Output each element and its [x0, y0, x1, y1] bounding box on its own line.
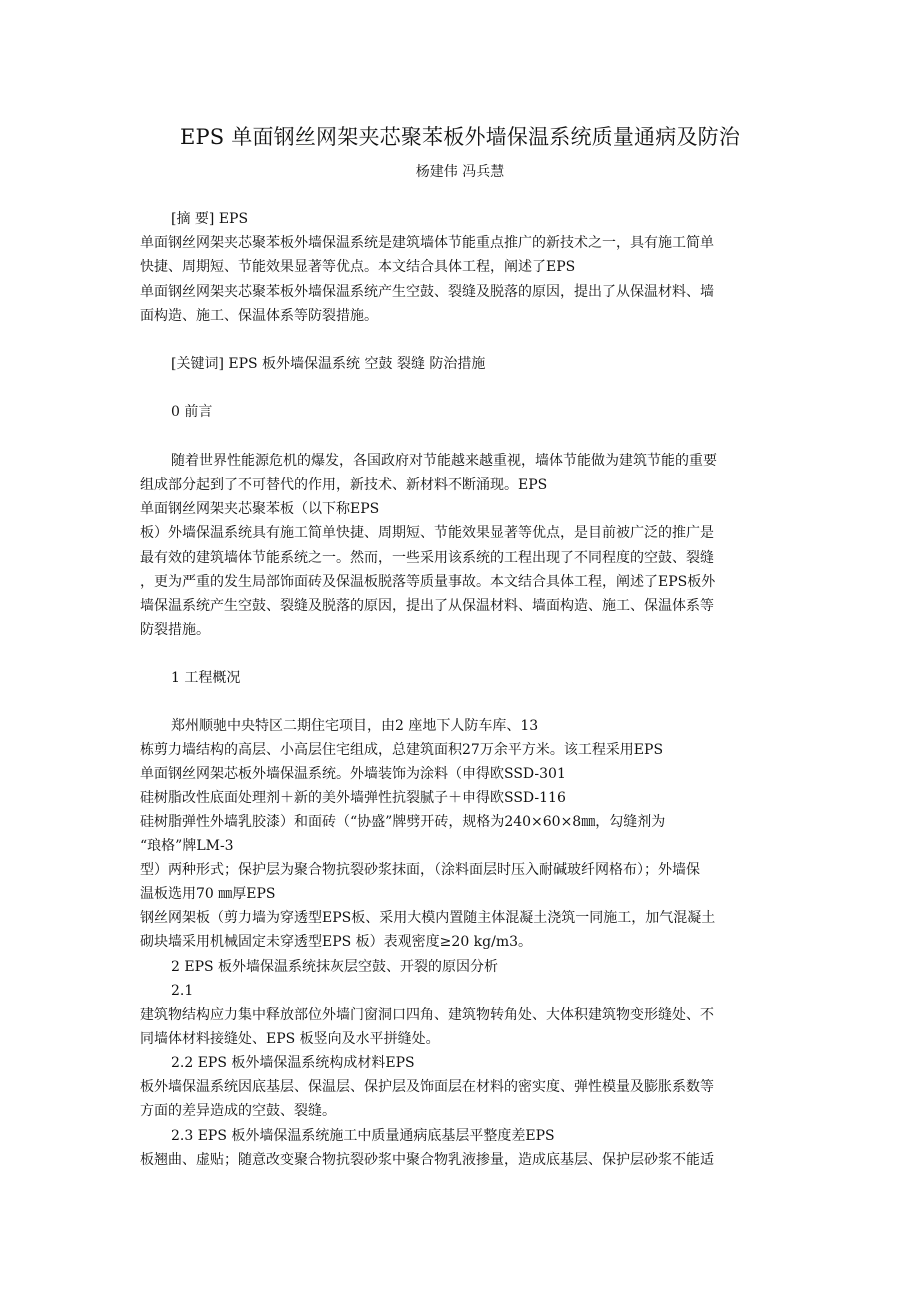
paragraph-line: 防裂措施。: [140, 622, 210, 638]
paragraph-line: 单面钢丝网架夹芯聚苯板外墙保温系统是建筑墙体节能重点推广的新技术之一，具有施工简单: [140, 235, 714, 251]
document-title: EPS 单面钢丝网架夹芯聚苯板外墙保温系统质量通病及防治: [179, 125, 741, 149]
paragraph-line: 硅树脂改性底面处理剂＋新的美外墙弹性抗裂腻子＋申得欧SSD-116: [140, 790, 566, 806]
paragraph-line: 砌块墙采用机械固定未穿透型EPS 板）表观密度≥20 kg/m3。: [140, 934, 533, 950]
paragraph-line: 快捷、周期短、节能效果显著等优点。本文结合具体工程，阐述了EPS: [140, 259, 576, 275]
paragraph-line: 单面钢丝网架夹芯聚苯板（以下称EPS: [140, 501, 380, 517]
paragraph-line: 型）两种形式；保护层为聚合物抗裂砂浆抹面，（涂料面层时压入耐碱玻纤网格布）；外墙保: [140, 862, 700, 878]
section-heading: 0 前言: [171, 404, 213, 420]
paragraph-line: 面构造、施工、保温体系等防裂措施。: [140, 308, 378, 324]
paragraph-line: 钢丝网架板（剪力墙为穿透型EPS板、采用大模内置随主体混凝土浇筑一同施工，加气混凝土: [140, 910, 716, 926]
paragraph-line: 板）外墙保温系统具有施工简单快捷、周期短、节能效果显著等优点，是目前被广泛的推广是: [140, 525, 714, 541]
keywords-line: [关键词] EPS 板外墙保温系统 空鼓 裂缝 防治措施: [171, 356, 486, 372]
paragraph-line: 郑州顺驰中央特区二期住宅项目，由2 座地下人防车库、13: [171, 718, 539, 734]
paragraph-line: 最有效的建筑墙体节能系统之一。然而，一些采用该系统的工程出现了不同程度的空鼓、裂缝: [140, 550, 714, 566]
paragraph-line: 组成部分起到了不可替代的作用，新技术、新材料不断涌现。EPS: [140, 477, 548, 493]
subsection-heading: 2.3 EPS 板外墙保温系统施工中质量通病底基层平整度差EPS: [171, 1128, 555, 1144]
paragraph-line: 单面钢丝网架夹芯聚苯板外墙保温系统产生空鼓、裂缝及脱落的原因，提出了从保温材料、墙: [140, 284, 714, 300]
paragraph-line: 墙保温系统产生空鼓、裂缝及脱落的原因，提出了从保温材料、墙面构造、施工、保温体系等: [140, 598, 714, 614]
paragraph-line: 同墙体材料接缝处、EPS 板竖向及水平拼缝处。: [140, 1031, 440, 1047]
section-heading: 1 工程概况: [171, 670, 241, 686]
paragraph-line: 硅树脂弹性外墙乳胶漆）和面砖（“协盛”牌劈开砖，规格为240×60×8㎜，勾缝剂为: [140, 814, 666, 830]
paragraph-line: 方面的差异造成的空鼓、裂缝。: [140, 1103, 336, 1119]
paragraph-line: 板翘曲、虚贴；随意改变聚合物抗裂砂浆中聚合物乳液掺量，造成底基层、保护层砂浆不能适: [140, 1152, 714, 1168]
subsection-heading: 2.2 EPS 板外墙保温系统构成材料EPS: [171, 1055, 415, 1071]
abstract-label: [摘 要] EPS: [171, 211, 249, 227]
paragraph-line: 板外墙保温系统因底基层、保温层、保护层及饰面层在材料的密实度、弹性模量及膨胀系数等: [140, 1079, 714, 1095]
document-authors: 杨建伟 冯兵慧: [415, 164, 505, 180]
paragraph-line: 栋剪力墙结构的高层、小高层住宅组成，总建筑面积27万余平方米。该工程采用EPS: [140, 742, 664, 758]
paragraph-line: 单面钢丝网架芯板外墙保温系统。外墙装饰为涂料（申得欧SSD-301: [140, 766, 566, 782]
paragraph-line: 建筑物结构应力集中释放部位外墙门窗洞口四角、建筑物转角处、大体积建筑物变形缝处、不: [140, 1007, 714, 1023]
paragraph-line: ，更为严重的发生局部饰面砖及保温板脱落等质量事故。本文结合具体工程，阐述了EPS板外: [140, 574, 716, 590]
paragraph-line: “琅格”牌LM-3: [140, 838, 234, 854]
paragraph-line: 温板选用70 ㎜厚EPS: [140, 886, 276, 902]
paragraph-line: 随着世界性能源危机的爆发，各国政府对节能越来越重视，墙体节能做为建筑节能的重要: [171, 453, 717, 469]
section-heading: 2 EPS 板外墙保温系统抹灰层空鼓、开裂的原因分析: [171, 959, 499, 975]
subsection-number: 2.1: [171, 983, 194, 999]
